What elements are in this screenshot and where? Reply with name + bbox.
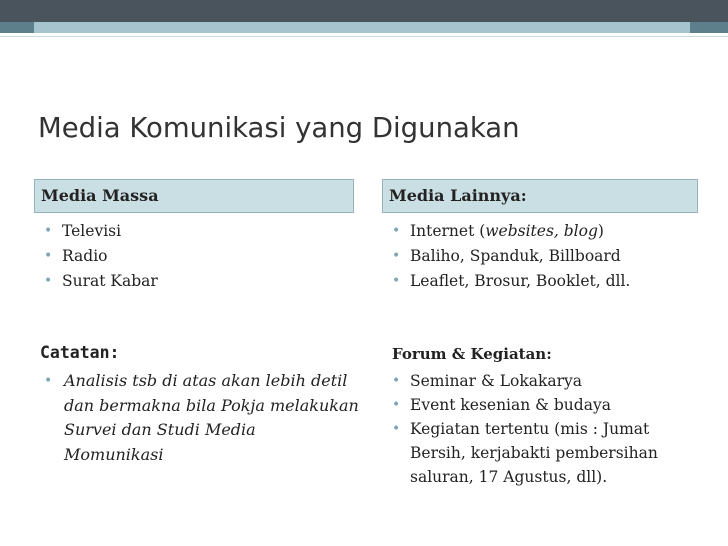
- list-item: • Event kesenian & budaya: [388, 393, 688, 417]
- bullet-icon: •: [392, 273, 401, 289]
- bullet-icon: •: [392, 223, 401, 239]
- slide-title: Media Komunikasi yang Digunakan: [38, 112, 520, 144]
- bullet-icon: •: [392, 248, 401, 264]
- slide-header-bar: [0, 0, 728, 22]
- forum-list: [388, 369, 688, 489]
- accent-divider-line: [0, 36, 728, 37]
- slide-accent-bar: [0, 22, 728, 33]
- note-item: • Analisis tsb di atas akan lebih detil dan bermakna bila Pokja melakukan Survei dan Studi Media Momunikasi: [44, 371, 359, 464]
- accent-dash-right: [690, 22, 728, 33]
- media-massa-list: [40, 219, 350, 294]
- list-item: • Baliho, Spanduk, Billboard: [388, 244, 698, 269]
- list-item: • Radio: [40, 244, 350, 269]
- column-header-media-lainnya: Media Lainnya:: [382, 179, 698, 213]
- bullet-icon: •: [44, 223, 53, 239]
- bullet-icon: •: [44, 373, 53, 389]
- media-lainnya-list: [388, 219, 698, 294]
- column-header-media-massa: Media Massa: [34, 179, 354, 213]
- accent-dash-left: [0, 22, 34, 33]
- list-item: • Kegiatan tertentu (mis : Jumat Bersih, kerjabakti pembersihan saluran, 17 Agustus, dll).: [388, 417, 688, 489]
- list-item: • Surat Kabar: [40, 269, 350, 294]
- forum-heading: Forum & Kegiatan:: [392, 345, 552, 363]
- note-heading: Catatan:: [40, 343, 120, 362]
- list-item: • Seminar & Lokakarya: [388, 369, 688, 393]
- list-item: • Internet (websites, blog): [388, 219, 698, 244]
- note-list: [40, 369, 360, 467]
- bullet-icon: •: [44, 248, 53, 264]
- bullet-icon: •: [392, 373, 401, 389]
- bullet-icon: •: [392, 421, 401, 437]
- list-item: • Televisi: [40, 219, 350, 244]
- bullet-icon: •: [392, 397, 401, 413]
- list-item: • Leaflet, Brosur, Booklet, dll.: [388, 269, 698, 294]
- bullet-icon: •: [44, 273, 53, 289]
